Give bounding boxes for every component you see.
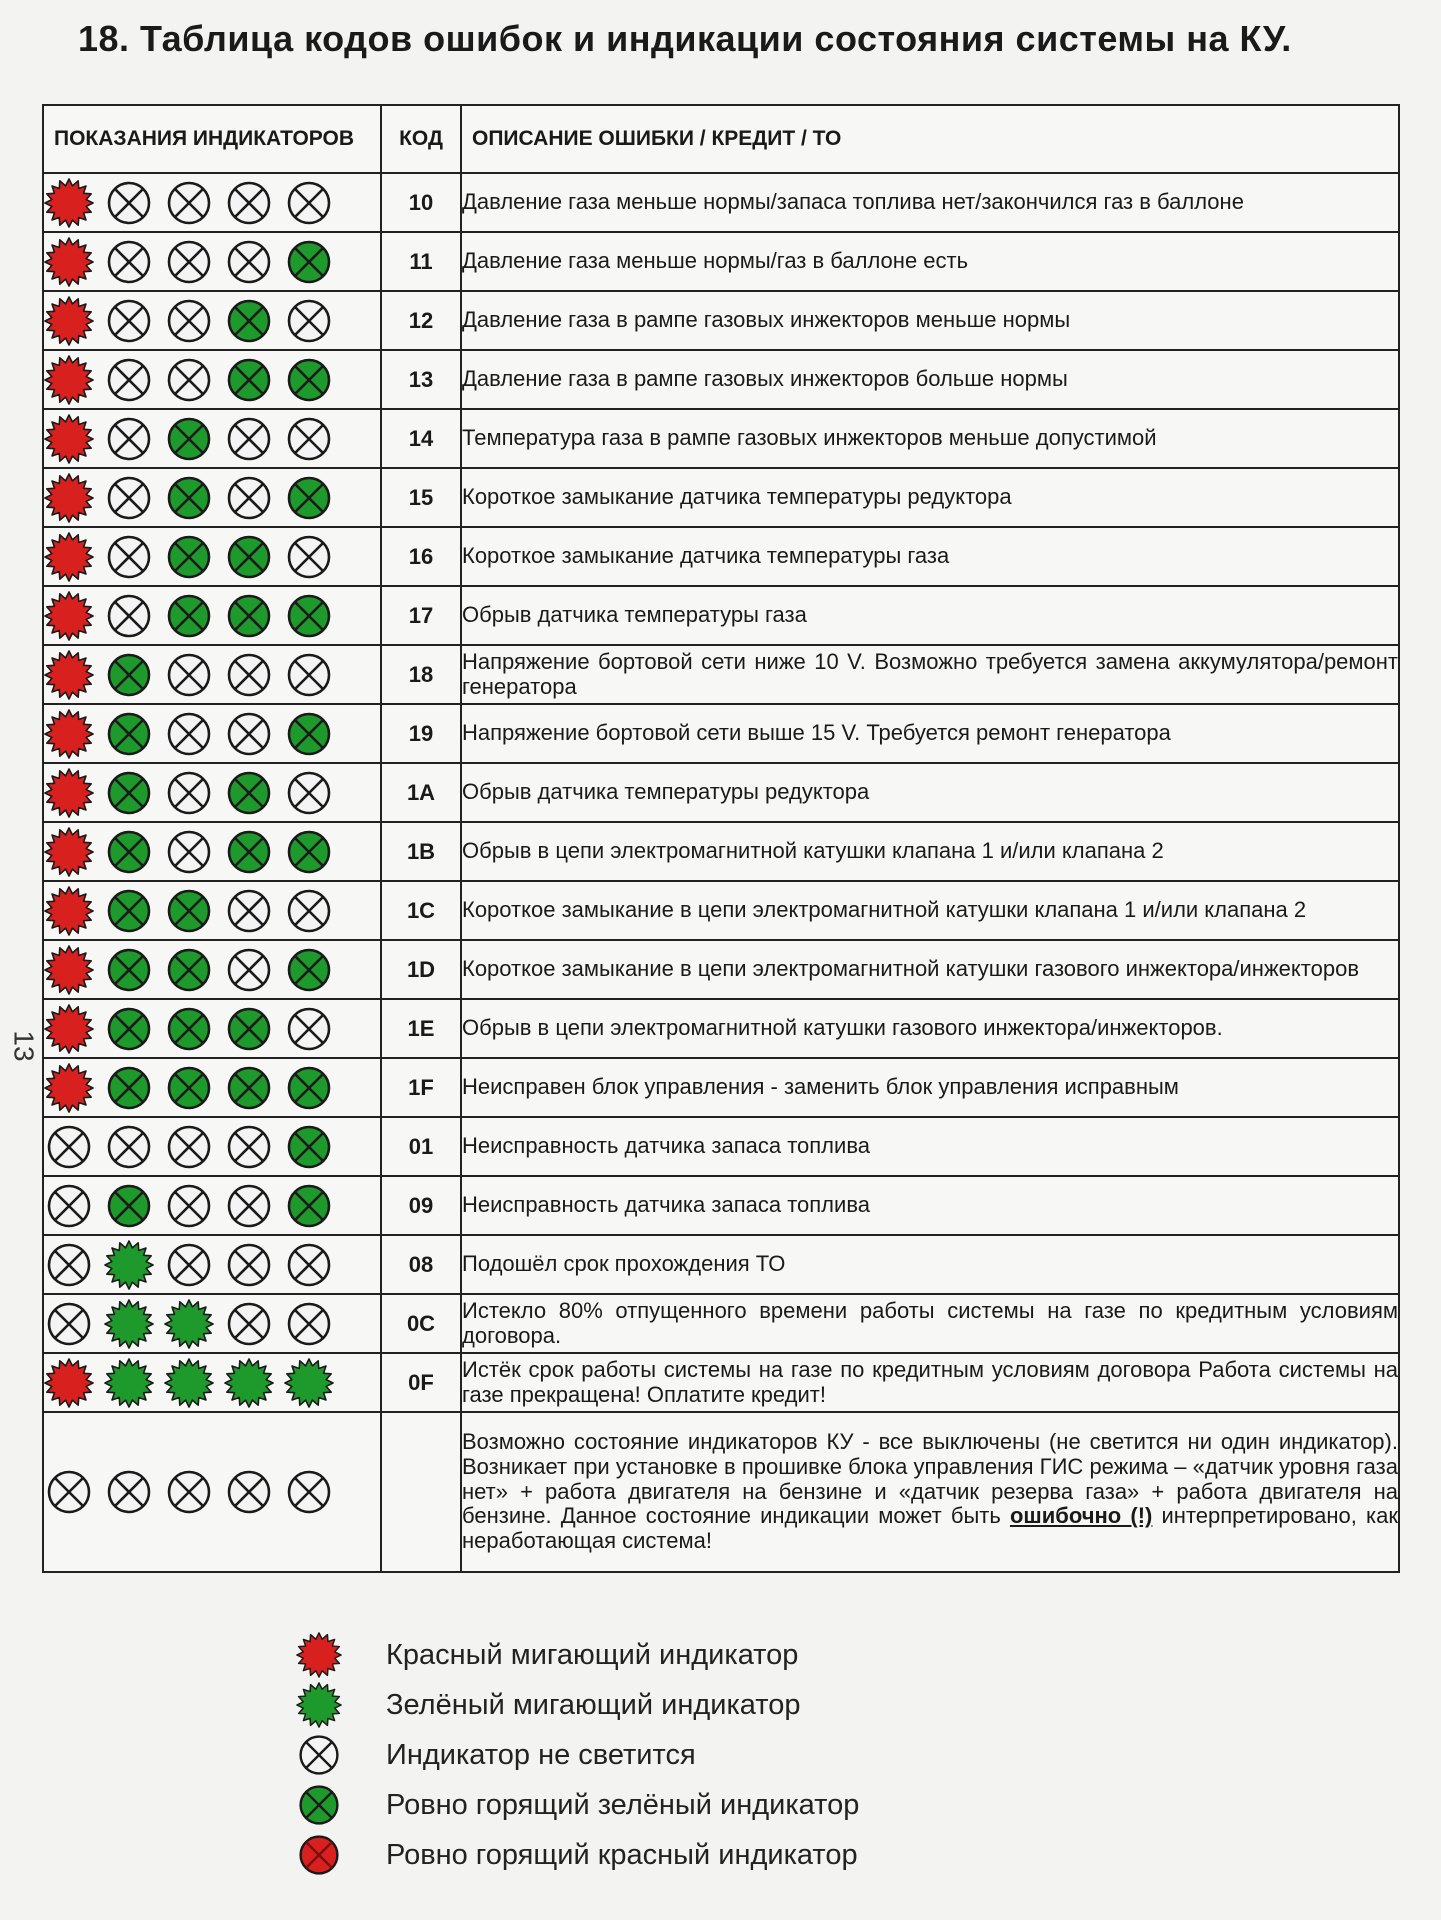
indicator-red-blink-icon xyxy=(44,1063,94,1113)
indicator-off-icon xyxy=(224,1122,274,1172)
code-column-header: КОД xyxy=(381,105,461,173)
table-row xyxy=(43,1235,1399,1294)
indicator-green-steady-icon xyxy=(284,945,334,995)
error-description: Давление газа в рампе газовых инжекторов меньше нормы xyxy=(461,291,1399,350)
indicator-lamp-group xyxy=(44,1358,380,1408)
table-row xyxy=(43,1058,1399,1117)
error-description: Обрыв датчика температуры редуктора xyxy=(461,763,1399,822)
indicator-off-icon xyxy=(224,414,274,464)
error-code: 1E xyxy=(381,999,461,1058)
indicator-red-blink-icon xyxy=(44,650,94,700)
indicator-green-blink-icon xyxy=(296,1682,342,1728)
indicator-green-steady-icon xyxy=(164,1004,214,1054)
indicator-off-icon xyxy=(104,237,154,287)
table-row xyxy=(43,1353,1399,1412)
indicators-cell xyxy=(43,468,381,527)
indicator-lamp-group xyxy=(44,1063,380,1113)
indicator-lamp-group xyxy=(44,1122,380,1172)
error-description: Истекло 80% отпущенного времени работы системы на газе по кредитным условиям договора. xyxy=(461,1294,1399,1353)
indicator-green-steady-icon xyxy=(296,1782,342,1828)
error-code: 09 xyxy=(381,1176,461,1235)
error-code: 16 xyxy=(381,527,461,586)
legend-label: Индикатор не светится xyxy=(386,1738,696,1771)
indicator-off-icon xyxy=(104,532,154,582)
table-row xyxy=(43,409,1399,468)
indicator-green-steady-icon xyxy=(224,1004,274,1054)
error-description: Короткое замыкание датчика температуры редуктора xyxy=(461,468,1399,527)
error-description: Неисправен блок управления - заменить блок управления исправным xyxy=(461,1058,1399,1117)
indicator-green-steady-icon xyxy=(104,1181,154,1231)
indicator-off-icon xyxy=(164,827,214,877)
error-description: Температура газа в рампе газовых инжекторов меньше допустимой xyxy=(461,409,1399,468)
page-number: 13 xyxy=(8,1030,40,1062)
indicator-red-blink-icon xyxy=(44,1358,94,1408)
error-code: 11 xyxy=(381,232,461,291)
indicator-red-blink-icon xyxy=(44,827,94,877)
legend-label: Зелёный мигающий индикатор xyxy=(386,1688,801,1721)
error-code: 1D xyxy=(381,940,461,999)
error-code: 17 xyxy=(381,586,461,645)
error-code: 12 xyxy=(381,291,461,350)
indicator-off-icon xyxy=(164,296,214,346)
indicator-off-icon xyxy=(104,296,154,346)
indicator-off-icon xyxy=(164,178,214,228)
indicator-red-blink-icon xyxy=(44,237,94,287)
indicator-red-blink-icon xyxy=(44,945,94,995)
indicator-off-icon xyxy=(164,768,214,818)
indicator-off-icon xyxy=(284,1004,334,1054)
indicator-off-icon xyxy=(104,1122,154,1172)
legend-item xyxy=(296,1830,859,1880)
indicator-off-icon xyxy=(164,1181,214,1231)
table-row xyxy=(43,940,1399,999)
indicator-lamp-group xyxy=(44,709,380,759)
indicator-green-steady-icon xyxy=(104,827,154,877)
indicators-cell xyxy=(43,881,381,940)
page-title: 18. Таблица кодов ошибок и индикации состояния системы на КУ. xyxy=(78,18,1292,59)
indicator-red-blink-icon xyxy=(296,1632,342,1678)
indicator-off-icon xyxy=(284,768,334,818)
indicator-green-steady-icon xyxy=(224,591,274,641)
indicator-lamp-group xyxy=(44,1299,380,1349)
indicators-cell xyxy=(43,409,381,468)
legend-item xyxy=(296,1630,859,1680)
table-row xyxy=(43,763,1399,822)
indicators-cell xyxy=(43,173,381,232)
indicator-lamp-group xyxy=(44,1467,380,1517)
indicator-green-steady-icon xyxy=(104,709,154,759)
indicator-green-steady-icon xyxy=(104,768,154,818)
indicator-red-blink-icon xyxy=(44,473,94,523)
indicator-off-icon xyxy=(44,1299,94,1349)
indicator-red-blink-icon xyxy=(44,709,94,759)
indicators-cell xyxy=(43,1235,381,1294)
indicator-lamp-group xyxy=(44,827,380,877)
indicators-cell xyxy=(43,1294,381,1353)
error-code: 1F xyxy=(381,1058,461,1117)
table-row xyxy=(43,704,1399,763)
indicator-lamp-group xyxy=(44,886,380,936)
table-row xyxy=(43,173,1399,232)
indicator-off-icon xyxy=(164,1122,214,1172)
indicator-off-icon xyxy=(284,1299,334,1349)
indicator-red-steady-icon xyxy=(296,1832,342,1878)
indicators-cell xyxy=(43,1412,381,1572)
indicator-off-icon xyxy=(104,591,154,641)
description-column-header: ОПИСАНИЕ ОШИБКИ / КРЕДИТ / ТО xyxy=(461,105,1399,173)
table-row xyxy=(43,1176,1399,1235)
indicator-off-icon xyxy=(44,1240,94,1290)
indicator-legend xyxy=(296,1630,859,1880)
indicator-red-blink-icon xyxy=(44,886,94,936)
indicators-cell xyxy=(43,527,381,586)
indicator-red-blink-icon xyxy=(44,414,94,464)
indicator-green-steady-icon xyxy=(284,709,334,759)
error-code: 19 xyxy=(381,704,461,763)
indicator-off-icon xyxy=(224,178,274,228)
indicator-green-steady-icon xyxy=(164,414,214,464)
indicator-green-steady-icon xyxy=(104,945,154,995)
table-body xyxy=(43,173,1399,1572)
error-description: Давление газа меньше нормы/газ в баллоне есть xyxy=(461,232,1399,291)
indicator-red-blink-icon xyxy=(44,532,94,582)
indicator-off-icon xyxy=(284,886,334,936)
table-row xyxy=(43,1294,1399,1353)
indicator-red-blink-icon xyxy=(44,296,94,346)
table-row xyxy=(43,291,1399,350)
indicator-lamp-group xyxy=(44,1240,380,1290)
indicator-green-steady-icon xyxy=(224,532,274,582)
description-text: Возможно состояние индикаторов КУ - все выключены (не светится ни один индикатор). Возникает при установке в прошивке блока управления ГИС режима – «датчик уровня газа нет» + работа двигателя на бензине и «датчик резерва газа» + работа двигателя на бензине. Данное состояние индикации может быть xyxy=(462,1429,1398,1529)
error-description: Напряжение бортовой сети ниже 10 V. Возможно требуется замена аккумулятора/ремонт генератора xyxy=(461,645,1399,704)
indicator-green-steady-icon xyxy=(284,473,334,523)
indicator-lamp-group xyxy=(44,414,380,464)
indicators-cell xyxy=(43,291,381,350)
indicator-lamp-group xyxy=(44,532,380,582)
indicators-cell xyxy=(43,645,381,704)
error-description: Короткое замыкание датчика температуры газа xyxy=(461,527,1399,586)
indicator-off-icon xyxy=(224,1240,274,1290)
table-row xyxy=(43,822,1399,881)
error-description: Обрыв датчика температуры газа xyxy=(461,586,1399,645)
error-description: Напряжение бортовой сети выше 15 V. Требуется ремонт генератора xyxy=(461,704,1399,763)
error-code: 01 xyxy=(381,1117,461,1176)
legend-label: Ровно горящий красный индикатор xyxy=(386,1838,858,1871)
indicator-green-steady-icon xyxy=(104,650,154,700)
error-code: 18 xyxy=(381,645,461,704)
error-description: Обрыв в цепи электромагнитной катушки клапана 1 и/или клапана 2 xyxy=(461,822,1399,881)
error-description: Обрыв в цепи электромагнитной катушки газового инжектора/инжекторов. xyxy=(461,999,1399,1058)
indicator-green-steady-icon xyxy=(284,1181,334,1231)
table-row xyxy=(43,232,1399,291)
indicator-off-icon xyxy=(44,1467,94,1517)
error-description: Короткое замыкание в цепи электромагнитной катушки газового инжектора/инжекторов xyxy=(461,940,1399,999)
table-row xyxy=(43,881,1399,940)
indicators-cell xyxy=(43,940,381,999)
indicators-cell xyxy=(43,1058,381,1117)
indicator-lamp-group xyxy=(44,591,380,641)
indicators-cell xyxy=(43,1117,381,1176)
indicator-lamp-group xyxy=(44,178,380,228)
indicator-off-icon xyxy=(44,1122,94,1172)
indicator-green-steady-icon xyxy=(224,355,274,405)
indicator-off-icon xyxy=(224,473,274,523)
indicator-off-icon xyxy=(284,1467,334,1517)
legend-item xyxy=(296,1680,859,1730)
indicator-off-icon xyxy=(224,1299,274,1349)
indicator-green-steady-icon xyxy=(164,532,214,582)
table-row xyxy=(43,999,1399,1058)
indicator-off-icon xyxy=(224,237,274,287)
error-code: 0F xyxy=(381,1353,461,1412)
description-emphasis: ошибочно (!) xyxy=(1009,1503,1153,1529)
legend-item xyxy=(296,1730,859,1780)
indicators-cell xyxy=(43,763,381,822)
error-code: 1B xyxy=(381,822,461,881)
indicator-lamp-group xyxy=(44,473,380,523)
indicator-off-icon xyxy=(224,945,274,995)
indicator-green-steady-icon xyxy=(284,355,334,405)
indicator-green-blink-icon xyxy=(284,1358,334,1408)
indicator-off-icon xyxy=(224,1181,274,1231)
table-row xyxy=(43,645,1399,704)
indicator-green-blink-icon xyxy=(164,1299,214,1349)
indicator-green-steady-icon xyxy=(224,296,274,346)
indicator-green-steady-icon xyxy=(284,1063,334,1113)
indicator-green-steady-icon xyxy=(164,945,214,995)
indicator-off-icon xyxy=(164,237,214,287)
indicators-cell xyxy=(43,350,381,409)
indicator-off-icon xyxy=(284,178,334,228)
indicator-green-blink-icon xyxy=(104,1240,154,1290)
error-description: Неисправность датчика запаса топлива xyxy=(461,1176,1399,1235)
legend-label: Красный мигающий индикатор xyxy=(386,1638,799,1671)
error-code: 08 xyxy=(381,1235,461,1294)
table-row xyxy=(43,1117,1399,1176)
indicator-red-blink-icon xyxy=(44,178,94,228)
indicator-lamp-group xyxy=(44,945,380,995)
indicator-green-steady-icon xyxy=(164,473,214,523)
error-code: 1C xyxy=(381,881,461,940)
error-description: Давление газа в рампе газовых инжекторов больше нормы xyxy=(461,350,1399,409)
indicator-off-icon xyxy=(284,414,334,464)
indicator-green-steady-icon xyxy=(284,237,334,287)
error-description: Давление газа меньше нормы/запаса топлива нет/закончился газ в баллоне xyxy=(461,173,1399,232)
indicator-green-steady-icon xyxy=(284,1122,334,1172)
indicator-off-icon xyxy=(104,178,154,228)
indicator-green-blink-icon xyxy=(104,1358,154,1408)
error-code: 14 xyxy=(381,409,461,468)
error-description: Истёк срок работы системы на газе по кредитным условиям договора Работа системы на газе прекращена! Оплатите кредит! xyxy=(461,1353,1399,1412)
table-header-row xyxy=(43,105,1399,173)
indicator-green-steady-icon xyxy=(224,827,274,877)
error-code xyxy=(381,1412,461,1572)
indicators-column-header: ПОКАЗАНИЯ ИНДИКАТОРОВ xyxy=(43,105,381,173)
indicator-lamp-group xyxy=(44,237,380,287)
indicators-cell xyxy=(43,1353,381,1412)
indicator-green-steady-icon xyxy=(164,591,214,641)
indicators-cell xyxy=(43,232,381,291)
indicator-green-blink-icon xyxy=(104,1299,154,1349)
error-code: 1A xyxy=(381,763,461,822)
indicator-lamp-group xyxy=(44,355,380,405)
indicator-off-icon xyxy=(104,473,154,523)
table-row xyxy=(43,468,1399,527)
error-description xyxy=(461,1412,1399,1572)
error-description: Неисправность датчика запаса топлива xyxy=(461,1117,1399,1176)
indicator-green-steady-icon xyxy=(164,886,214,936)
indicator-off-icon xyxy=(296,1732,342,1778)
indicator-off-icon xyxy=(104,414,154,464)
indicator-green-steady-icon xyxy=(104,886,154,936)
indicator-green-steady-icon xyxy=(104,1004,154,1054)
indicator-off-icon xyxy=(284,296,334,346)
error-description: Подошёл срок прохождения ТО xyxy=(461,1235,1399,1294)
indicator-lamp-group xyxy=(44,1181,380,1231)
indicator-green-steady-icon xyxy=(284,591,334,641)
indicator-off-icon xyxy=(164,650,214,700)
error-description: Короткое замыкание в цепи электромагнитной катушки клапана 1 и/или клапана 2 xyxy=(461,881,1399,940)
indicator-off-icon xyxy=(224,886,274,936)
indicator-green-steady-icon xyxy=(224,1063,274,1113)
indicator-green-blink-icon xyxy=(164,1358,214,1408)
indicator-green-steady-icon xyxy=(104,1063,154,1113)
indicator-lamp-group xyxy=(44,768,380,818)
indicator-lamp-group xyxy=(44,1004,380,1054)
indicator-lamp-group xyxy=(44,650,380,700)
legend-item xyxy=(296,1780,859,1830)
indicator-green-steady-icon xyxy=(164,1063,214,1113)
indicators-cell xyxy=(43,704,381,763)
indicator-off-icon xyxy=(284,532,334,582)
indicators-cell xyxy=(43,822,381,881)
indicator-off-icon xyxy=(164,355,214,405)
table-row xyxy=(43,586,1399,645)
indicator-off-icon xyxy=(284,1240,334,1290)
indicators-cell xyxy=(43,1176,381,1235)
indicator-red-blink-icon xyxy=(44,768,94,818)
indicator-lamp-group xyxy=(44,296,380,346)
indicators-cell xyxy=(43,999,381,1058)
error-codes-table xyxy=(42,104,1400,1573)
indicator-green-steady-icon xyxy=(224,768,274,818)
indicator-red-blink-icon xyxy=(44,355,94,405)
table-row xyxy=(43,350,1399,409)
indicator-off-icon xyxy=(164,709,214,759)
indicator-off-icon xyxy=(164,1467,214,1517)
table-row-all-off xyxy=(43,1412,1399,1572)
indicator-off-icon xyxy=(284,650,334,700)
indicator-green-steady-icon xyxy=(284,827,334,877)
indicator-red-blink-icon xyxy=(44,591,94,641)
error-code: 0C xyxy=(381,1294,461,1353)
table-row xyxy=(43,527,1399,586)
indicator-off-icon xyxy=(224,1467,274,1517)
error-code: 15 xyxy=(381,468,461,527)
indicator-off-icon xyxy=(104,355,154,405)
indicator-off-icon xyxy=(164,1240,214,1290)
indicator-off-icon xyxy=(44,1181,94,1231)
indicator-green-blink-icon xyxy=(224,1358,274,1408)
error-code: 10 xyxy=(381,173,461,232)
indicator-red-blink-icon xyxy=(44,1004,94,1054)
indicators-cell xyxy=(43,586,381,645)
indicator-off-icon xyxy=(104,1467,154,1517)
indicator-off-icon xyxy=(224,709,274,759)
indicator-off-icon xyxy=(224,650,274,700)
description-text: интерпретировано, как неработающая система! xyxy=(462,1503,1399,1553)
error-code: 13 xyxy=(381,350,461,409)
legend-label: Ровно горящий зелёный индикатор xyxy=(386,1788,860,1821)
